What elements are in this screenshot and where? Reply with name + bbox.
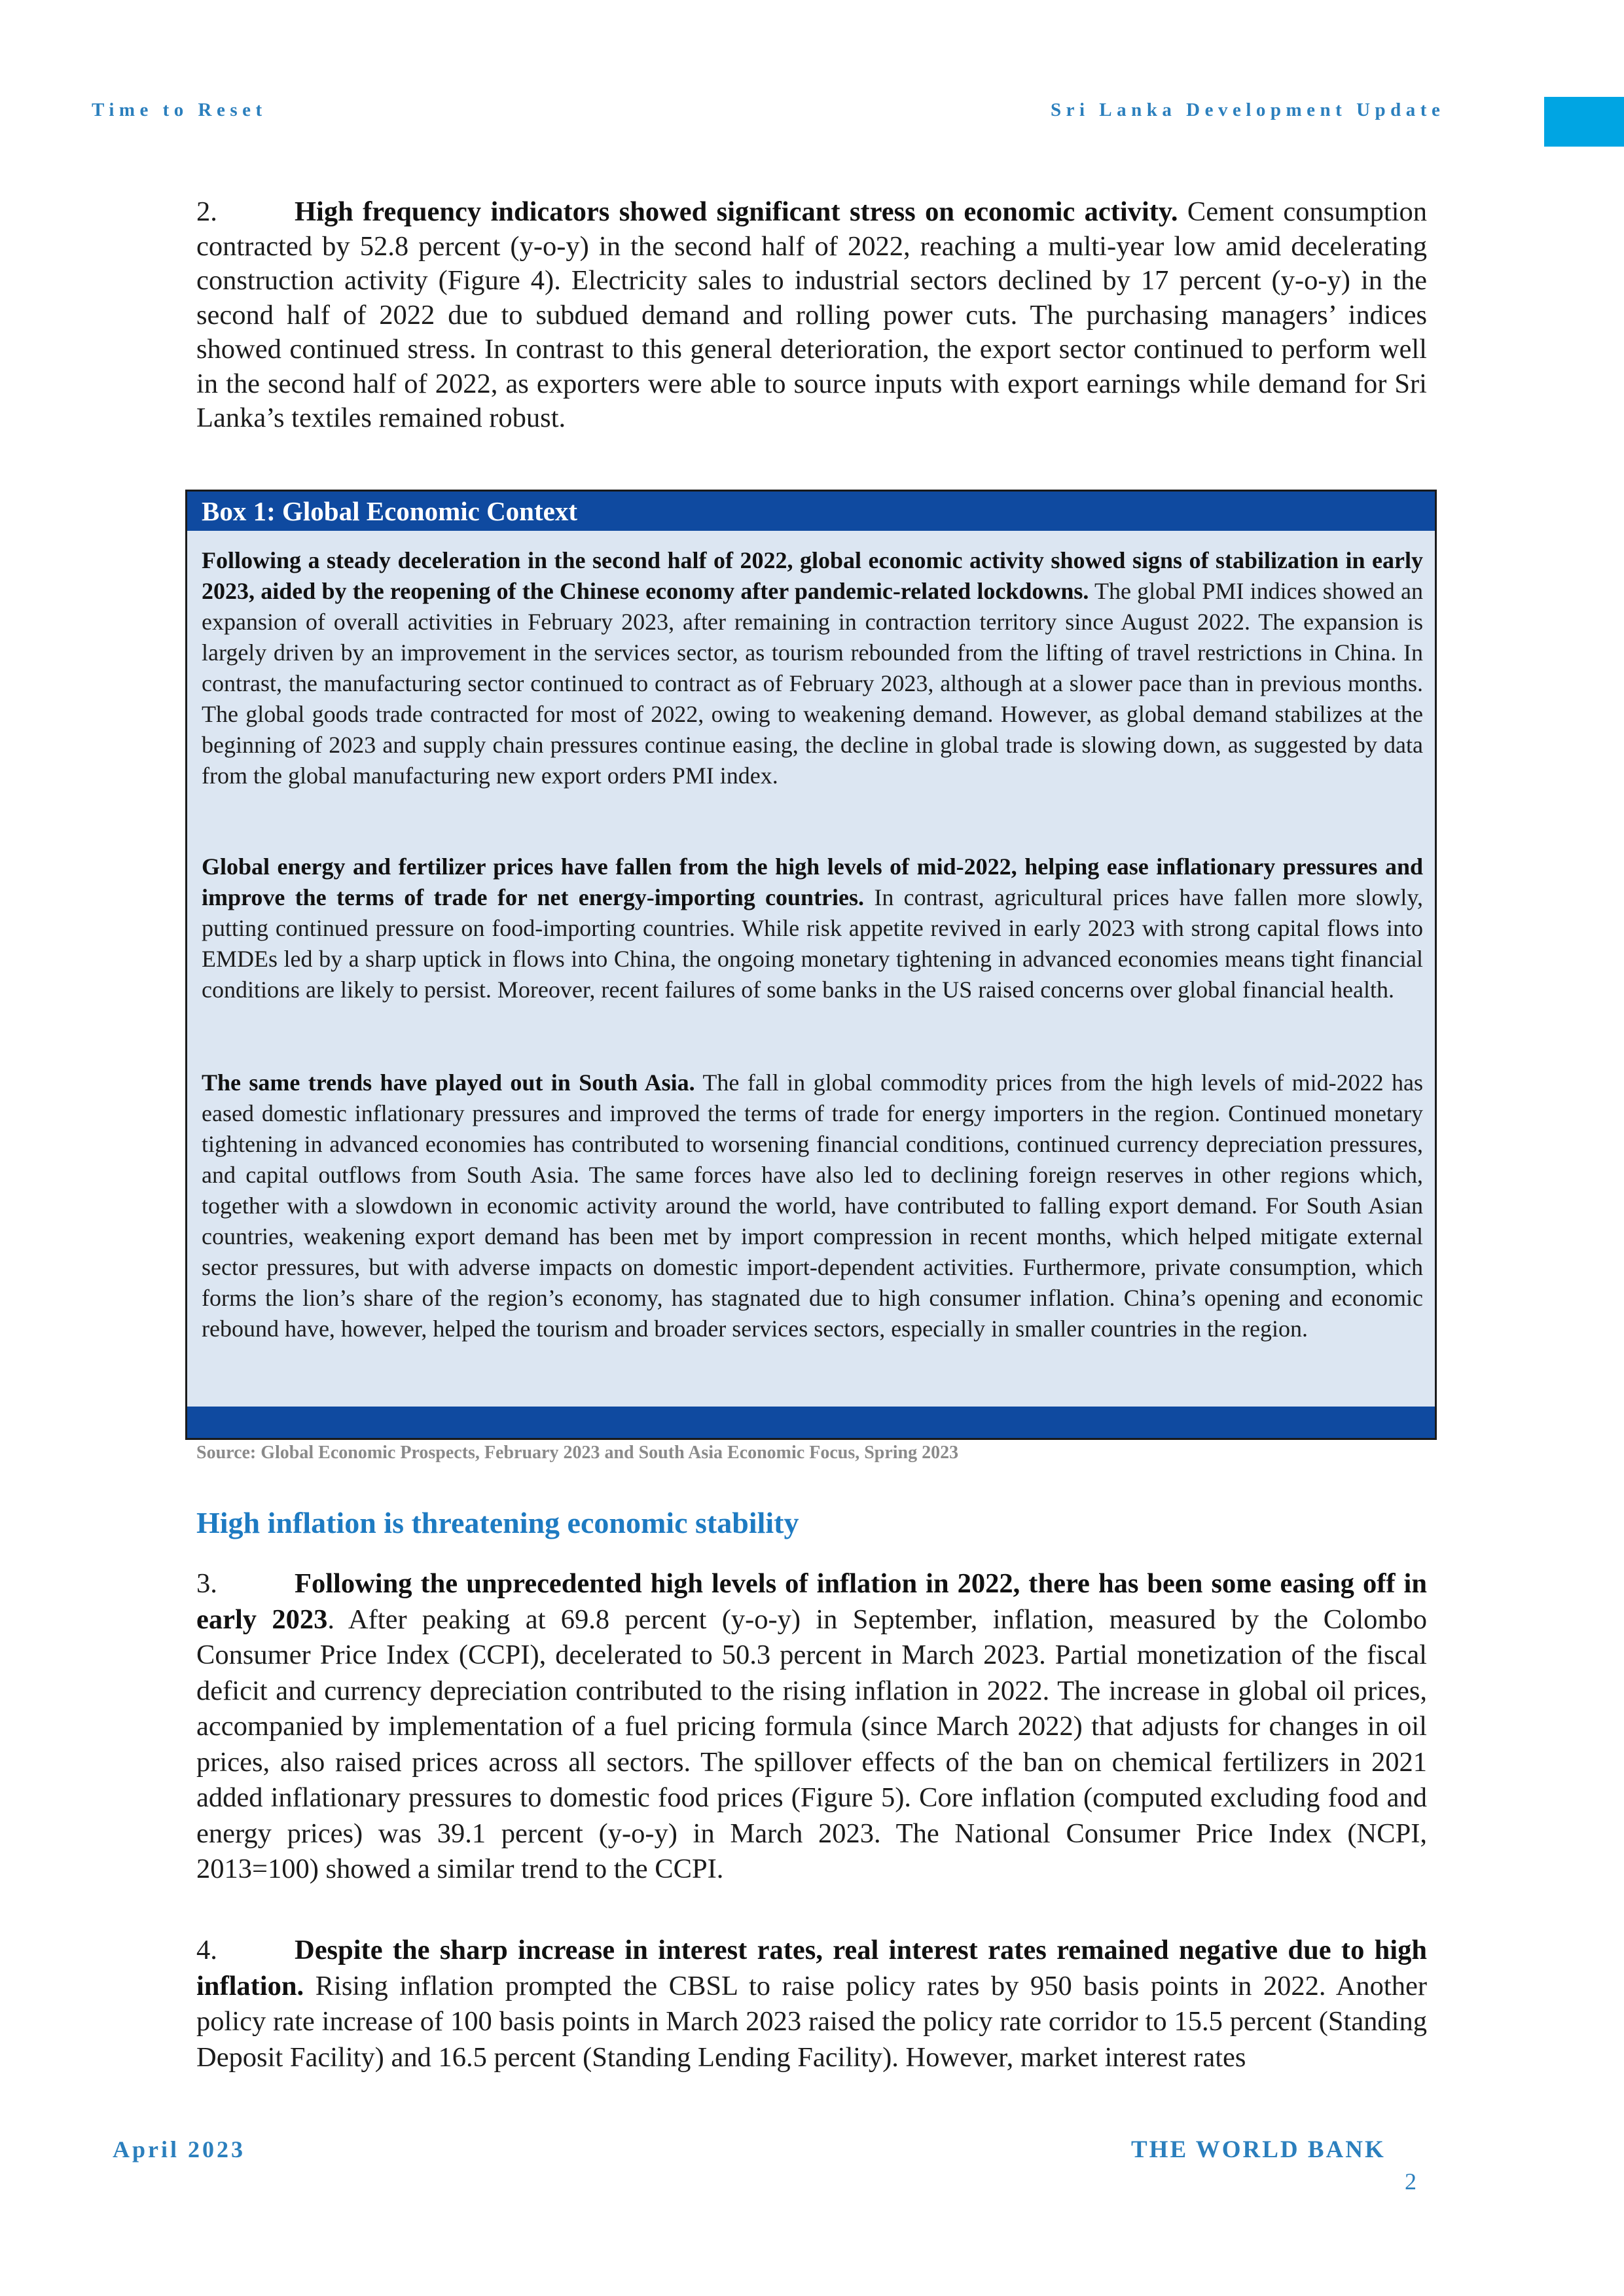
box-global-economic-context <box>185 490 1437 1440</box>
paragraph-number: 3. <box>196 1568 217 1599</box>
paragraph-3 <box>196 1566 1427 1888</box>
paragraph-number: 2. <box>196 196 217 227</box>
paragraph-lead: Following the unprecedented high levels of inflation in 2022, there has been some easing off in early 2023 <box>196 1568 1427 1635</box>
box-title: Box 1: Global Economic Context <box>187 492 1435 531</box>
paragraph-body: Cement consumption contracted by 52.8 percent (y-o-y) in the second half of 2022, reaching a multi-year low amid decelerating construction activity (Figure 4). Electricity sales to industrial sectors declined by 17 percent (y-o-y) in the second half of 2022 due to subdued demand and rolling power cuts. The purchasing managers’ indices showed continued stress. In contrast to this general deterioration, the export sector continued to perform well in the second half of 2022, as exporters were able to source inputs with export earnings while demand for Sri Lanka’s textiles remained robust. <box>196 196 1427 433</box>
box-paragraph-lead: Following a steady deceleration in the second half of 2022, global economic activity showed signs of stabilization in early 2023, aided by the reopening of the Chinese economy after pandemic-related lockdowns. <box>202 547 1423 604</box>
box-paragraph-body: The global PMI indices showed an expansion of overall activities in February 2023, after remaining in contraction territory since August 2022. The expansion is largely driven by an improvement in the services sector, as tourism rebounded from the lifting of travel restrictions in China. In contrast, the manufacturing sector continued to contract as of February 2023, although at a slower pace than in previous months. The global goods trade contracted for most of 2022, owing to weakening demand. However, as global demand stabilizes at the beginning of 2023 and supply chain pressures continue easing, the decline in global trade is slowing down, as suggested by data from the global manufacturing new export orders PMI index. <box>202 578 1423 789</box>
paragraph-4 <box>196 1933 1427 2075</box>
running-header-right: Sri Lanka Development Update <box>1051 99 1445 120</box>
box-paragraph-3 <box>202 1067 1423 1344</box>
box-paragraph-body: The fall in global commodity prices from the high levels of mid-2022 has eased domestic inflationary pressures and improved the terms of trade for energy importers in the region. Continued monetary tightening in advanced economies has contributed to worsening financial conditions, continued currency depreciation pressures, and capital outflows from South Asia. The same forces have also led to declining foreign reserves in other regions which, together with a slowdown in economic activity around the world, have contributed to falling export demand. For South Asian countries, weakening export demand has been met by import compression in recent months, which helped mitigate external sector pressures, but with adverse impacts on domestic import-dependent activities. Furthermore, private consumption, which forms the lion’s share of the region’s economy, has stagnated due to high consumer inflation. China’s opening and economic rebound have, however, helped the tourism and broader services sectors, especially in smaller countries in the region. <box>202 1069 1423 1342</box>
running-header-left: Time to Reset <box>92 99 267 120</box>
footer-date: April 2023 <box>113 2136 246 2162</box>
page-number: 2 <box>1405 2168 1416 2195</box>
box-paragraph-body: In contrast, agricultural prices have fallen more slowly, putting continued pressure on food-importing countries. While risk appetite revived in early 2023 with strong capital flows into EMDEs led by a sharp uptick in flows into China, the ongoing monetary tightening in advanced economies means tight financial conditions are likely to persist. Moreover, recent failures of some banks in the US raised concerns over global financial health. <box>202 884 1423 1003</box>
paragraph-lead: Despite the sharp increase in interest rates, real interest rates remained negative due to high inflation. <box>196 1935 1427 2001</box>
box-paragraph-lead: Global energy and fertilizer prices have fallen from the high levels of mid-2022, helping ease inflationary pressures and improve the terms of trade for net energy-importing countries. <box>202 853 1423 910</box>
box-paragraph-2 <box>202 852 1423 1005</box>
box-paragraph-1 <box>202 545 1423 791</box>
paragraph-lead: High frequency indicators showed significant stress on economic activity. <box>295 196 1178 227</box>
box-source-note: Source: Global Economic Prospects, February 2023 and South Asia Economic Focus, Spring 2023 <box>196 1443 959 1463</box>
paragraph-body: . After peaking at 69.8 percent (y-o-y) in September, inflation, measured by the Colombo Consumer Price Index (CCPI), decelerated to 50.3 percent in March 2023. Partial monetization of the fiscal deficit and currency depreciation contributed to the rising inflation in 2022. The increase in global oil prices, accompanied by implementation of a fuel pricing formula (since March 2022) that adjusts for changes in oil prices, also raised prices across all sectors. The spillover effects of the ban on chemical fertilizers in 2021 added inflationary pressures to domestic food prices (Figure 5). Core inflation (computed excluding food and energy prices) was 39.1 percent (y-o-y) in March 2023. The National Consumer Price Index (NCPI, 2013=100) showed a similar trend to the CCPI. <box>196 1604 1427 1884</box>
section-heading: High inflation is threatening economic stability <box>196 1506 799 1539</box>
paragraph-2 <box>196 195 1427 436</box>
paragraph-body: Rising inflation prompted the CBSL to raise policy rates by 950 basis points in 2022. Another policy rate increase of 100 basis points in March 2023 raised the policy rate corridor to 15.5 percent (Standing Deposit Facility) and 16.5 percent (Standing Lending Facility). However, market interest rates <box>196 1970 1427 2073</box>
box-bottom-bar <box>187 1407 1435 1438</box>
paragraph-number: 4. <box>196 1935 217 1965</box>
footer-publisher: THE WORLD BANK <box>1131 2136 1386 2163</box>
box-paragraph-lead: The same trends have played out in South Asia. <box>202 1069 695 1096</box>
header-accent-tab <box>1544 97 1624 147</box>
